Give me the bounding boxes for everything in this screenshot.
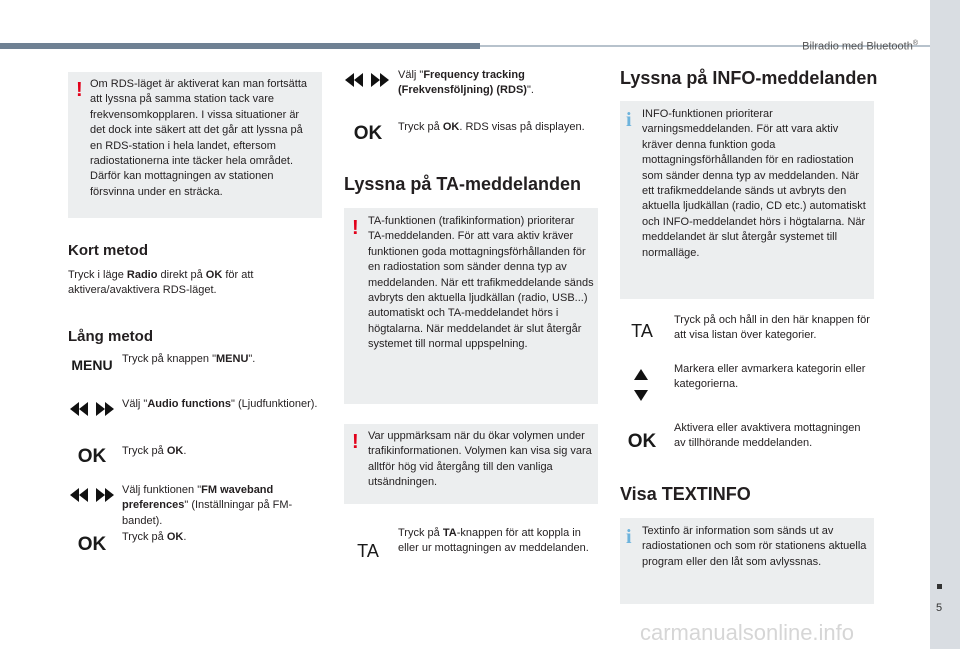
kort-metod-title: Kort metod xyxy=(68,242,148,259)
step-audio-functions-text: Välj "Audio functions" (Ljudfunktioner). xyxy=(122,398,318,410)
header-rule-dark xyxy=(0,43,480,49)
volume-warning-text: Var uppmärksam när du ökar volymen under trafikinformationen. Volymen kan visa sig vara alltför hög vid återgång till den vanliga utsändningen. xyxy=(368,430,592,489)
step-fm-waveband-text: Välj funktionen "FM waveband preferences" (Inställningar på FM-bandet). xyxy=(122,484,293,527)
ok-button-icon: OK xyxy=(627,431,657,452)
rds-warning-box xyxy=(68,72,322,218)
ok-button-icon: OK xyxy=(77,446,107,467)
lang-metod-title: Lång metod xyxy=(68,328,153,345)
step-menu-text: Tryck på knappen "MENU". xyxy=(122,353,256,365)
textinfo-section-title: Visa TEXTINFO xyxy=(620,484,751,504)
page-number: 5 xyxy=(936,602,943,614)
menu-button-icon: MENU xyxy=(71,357,113,373)
page-marker xyxy=(937,584,942,589)
running-header: Bilradio med Bluetooth® xyxy=(802,40,918,53)
step-rds-ok-text: Tryck på OK. RDS visas på displayen. xyxy=(398,121,585,133)
step-ta-list-text: Tryck på och håll in den här knappen för att visa listan över kategorier. xyxy=(674,314,870,342)
step-ta-text: Tryck på TA-knappen för att koppla in eller ur mottagningen av meddelanden. xyxy=(398,527,589,555)
watermark: carmanualsonline.info xyxy=(640,620,855,645)
ta-warning-text: TA-funktionen (trafikinformation) prioriterar TA-meddelanden. För att vara aktiv kräver funktionen goda mottagningsförhållanden för en radiostation som sänder denna typ av meddelanden. När ett trafikmeddelande sänds avbryts den aktuella ljudkällan (radio, USB...) automatiskt och TA-meddelandet hörs i högtalarna. När meddelandet är slut återgår systemet till normal uppspelning. xyxy=(368,215,594,351)
page-sidebar xyxy=(930,0,960,649)
left-right-arrows-icon xyxy=(345,73,389,87)
info-icon: i xyxy=(626,526,632,548)
left-right-arrows-icon xyxy=(70,488,114,502)
info-box-text: INFO-funktionen prioriterar varningsmeddelanden. För att vara aktiv kräver denna funktion goda mottagningsförhållanden för en radiostation som sänder denna typ av meddelanden. När ett trafikmeddelande sänds ut avbryts den aktuella ljudkällan (radio, CD etc.) automatiskt och INFO-meddelandet hörs i högtalarna. När meddelandet är slut återgår systemet till normalläge. xyxy=(642,108,866,259)
volume-warning-box xyxy=(344,424,598,504)
info-box xyxy=(620,101,874,299)
left-right-arrows-icon xyxy=(70,402,114,416)
rds-warning-text: Om RDS-läget är aktiverat kan man fortsätta att lyssna på samma station tack vare frekvensomkopplaren. I vissa situationer är det dock inte säkert att det går att lyssna på en RDS-station i hela landet, eftersom radiostationerna inte täcker hela området. Därför kan mottagningen av stationen försvinna under en sträcka. xyxy=(90,78,308,198)
info-section-title: Lyssna på INFO-meddelanden xyxy=(620,68,878,88)
warning-icon: ! xyxy=(352,217,359,239)
warning-icon: ! xyxy=(352,431,359,453)
textinfo-box xyxy=(620,518,874,604)
ta-button-icon: TA xyxy=(631,321,653,341)
ta-button-icon: TA xyxy=(357,541,379,561)
ok-button-icon: OK xyxy=(77,534,107,555)
kort-metod-text: Tryck i läge Radio direkt på OK för att aktivera/avaktivera RDS-läget. xyxy=(68,269,254,297)
ok-button-icon: OK xyxy=(353,123,383,144)
textinfo-box-text: Textinfo är information som sänds ut av radiostationen och som rör stationens aktuella program eller den låt som avlyssnas. xyxy=(642,525,867,568)
step-category-text: Markera eller avmarkera kategorin eller kategorierna. xyxy=(674,363,866,391)
warning-icon: ! xyxy=(76,79,83,101)
up-down-arrows-icon xyxy=(634,369,648,406)
step-ok-text: Tryck på OK. xyxy=(122,445,187,457)
info-icon: i xyxy=(626,109,632,131)
ta-section-title: Lyssna på TA-meddelanden xyxy=(344,174,582,194)
ta-warning-box xyxy=(344,208,598,404)
step-frequency-tracking-text: Välj "Frequency tracking (Frekvensföljning) (RDS)". xyxy=(398,69,534,97)
step-ok-text: Tryck på OK. xyxy=(122,531,187,543)
step-activate-text: Aktivera eller avaktivera mottagningen av tillhörande meddelanden. xyxy=(674,422,861,450)
